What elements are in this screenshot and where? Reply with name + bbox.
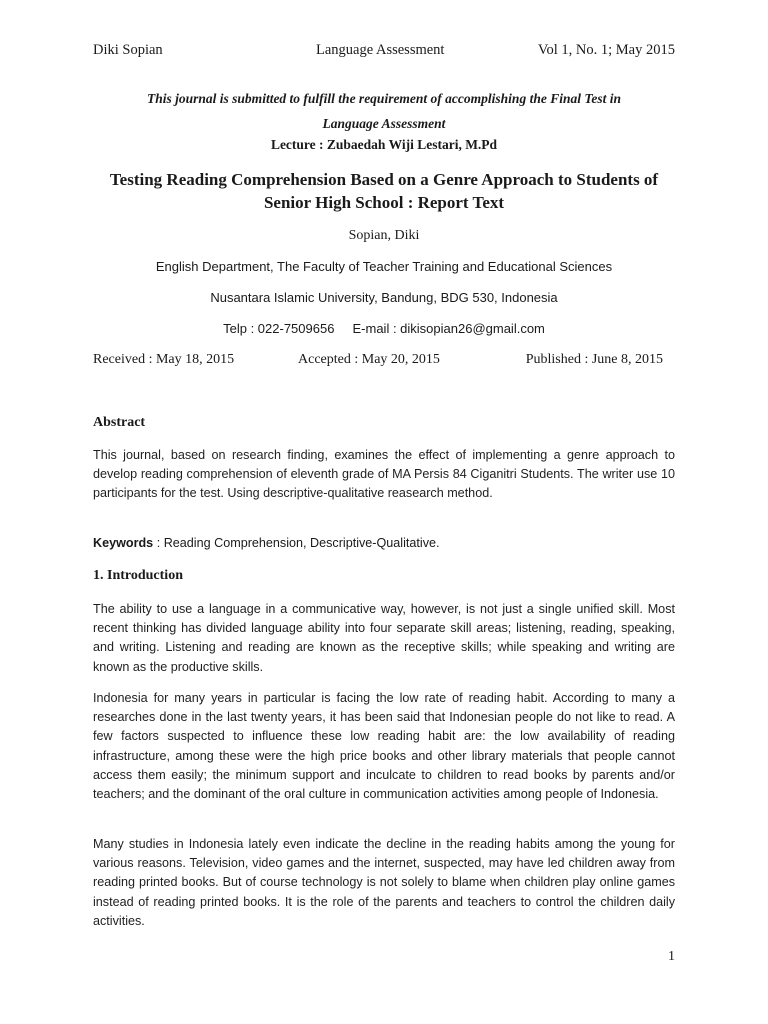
paper-title-line-1: Testing Reading Comprehension Based on a Genre Approach to Students of	[109, 170, 659, 189]
header-journal: Language Assessment	[316, 42, 445, 58]
keywords	[93, 536, 675, 550]
page-number: 1	[668, 949, 675, 964]
date-received: Received : May 18, 2015	[93, 352, 235, 367]
keywords-label: Keywords	[93, 536, 154, 550]
header-volume: Vol 1, No. 1; May 2015	[537, 42, 675, 58]
introduction-heading: 1. Introduction	[93, 568, 183, 583]
date-published: Published : June 8, 2015	[525, 352, 663, 367]
affiliation-department: English Department, The Faculty of Teacher Training and Educational Sciences	[155, 259, 613, 274]
abstract-text: This journal, based on research finding, examines the effect of implementing a genre approach to develop reading comprehension of eleventh grade of MA Persis 84 Ciganitri Students. The writer use 10 participants for the test. Using descriptive-qualitative reasearch method.	[93, 448, 675, 501]
introduction-paragraph-1: The ability to use a language in a communicative way, however, is not just a single unified skill. Most recent thinking has divided language ability into four separate skill areas; listening, reading, speaking, and writing. Listening and reading are known as the receptive skills; while speaking and writing are known as the productive skills.	[93, 602, 675, 674]
running-header	[93, 42, 675, 62]
publication-dates	[93, 352, 675, 372]
author-name: Sopian, Diki	[348, 228, 420, 243]
introduction-paragraph-3: Many studies in Indonesia lately even indicate the decline in the reading habits among the young for various reasons. Television, video games and the internet, suspected, may have led children away from reading printed books. But of course technology is not solely to blame when children play online games instead of reading printed books. It is the role of the parents and teachers to control the children daily activities.	[93, 837, 675, 928]
header-author: Diki Sopian	[93, 42, 163, 58]
lecturer: Lecture : Zubaedah Wiji Lestari, M.Pd	[270, 137, 498, 152]
abstract-heading: Abstract	[93, 415, 146, 430]
introduction-paragraph-2: Indonesia for many years in particular is facing the low rate of reading habit. According to many a researches done in the last twenty years, it has been said that Indonesian people do not like to read. A few factors suspected to influence these low reading habit are: the low availability of reading infrastructure, among these were the high price books and other library materials that people cannot access them easily; the minimum support and inculcate to children to read books by parents and/or teachers; and the dominant of the oral culture in communication activities among people of Indonesia.	[93, 691, 675, 802]
affiliation-university: Nusantara Islamic University, Bandung, BDG 530, Indonesia	[210, 290, 558, 305]
paper-title-line-2: Senior High School : Report Text	[263, 193, 505, 212]
submission-note-line-1: This journal is submitted to fulfill the requirement of accomplishing the Final Test in	[147, 91, 621, 106]
paper-title	[93, 168, 675, 214]
submission-note-line-2: Language Assessment	[322, 116, 446, 131]
date-accepted: Accepted : May 20, 2015	[298, 352, 440, 367]
submission-note	[93, 86, 675, 136]
keywords-text: : Reading Comprehension, Descriptive-Qualitative.	[153, 536, 440, 550]
affiliation-contact: Telp : 022-7509656 E-mail : dikisopian26@gmail.com	[223, 321, 545, 336]
